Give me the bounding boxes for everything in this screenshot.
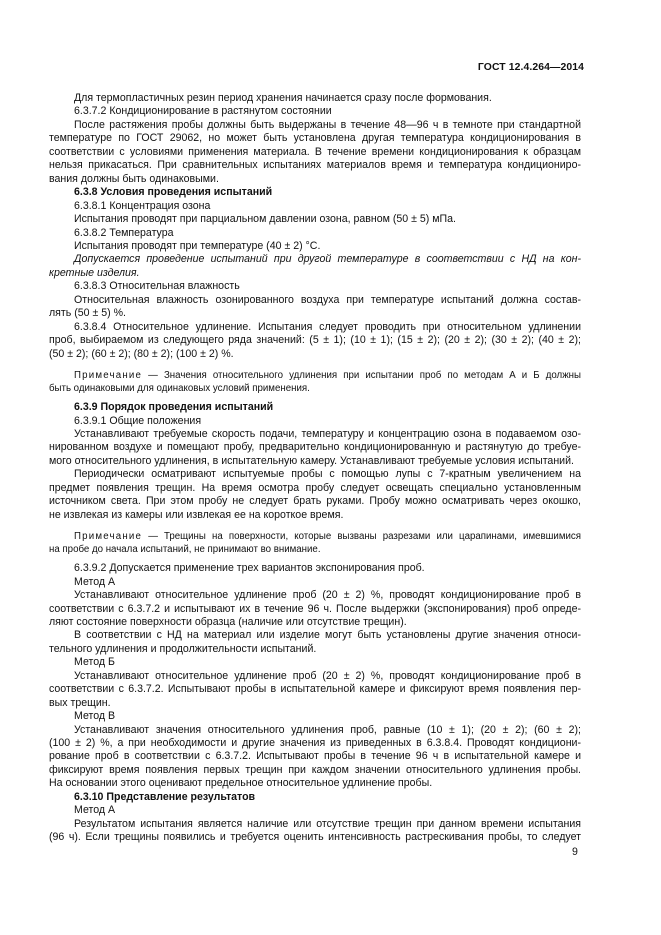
section-heading: 6.3.10 Представление результатов [74,790,256,803]
note-line: на пробе до начала испытаний, не принимают во внимание. [49,544,321,556]
text-line: На основании этого оценивают предельное относительное удлинение пробы. [49,777,433,790]
spacer [49,361,581,369]
text-line: нельзя прикасаться. При сравнительных испытаниях материалов время и температура кондициониро- [49,159,581,172]
method-heading: Метод В [74,710,116,723]
text-line: После растяжения пробы должны быть выдержаны в течение 48—96 ч в темноте при стандартной [74,118,581,131]
method-heading: Метод А [74,804,116,817]
section-heading: 6.3.8.3 Относительная влажность [74,280,240,293]
paragraph: Испытания проводят при парциальном давлении озона, равном (50 ± 5) мПа. [74,213,456,226]
text-line: фиксируют время появления первых трещин при каждом значении относительного удлинения пробы. [49,763,581,776]
text-line: В соответствии с НД на материал или изделие могут быть установлены другие значения относи- [74,629,581,642]
page-number: 9 [572,846,578,858]
text-line: вания должны быть одинаковыми. [49,172,219,185]
text-line: не извлекая из камеры или извлекая ее на короткое время. [49,508,344,521]
text-line: Устанавливают относительное удлинение проб (20 ± 2) %, проводят кондиционирование проб в [74,589,581,602]
text-line: ляют состояние поверхности образца (наличие или отсутствие трещин). [49,615,407,628]
text-line: температуре по ГОСТ 29062, но может быть установлена другая температура кондиционирования в [49,132,581,145]
method-heading: Метод Б [74,656,115,669]
section-heading: 6.3.8.2 Температура [74,226,174,239]
page-content [49,92,581,845]
text-line: тельного удлинения и продолжительности испытаний. [49,642,317,655]
standard-header: ГОСТ 12.4.264—2014 [477,62,584,73]
note-label: Примечание [74,531,143,543]
text-line: 6.3.8.4 Относительное удлинение. Испытания следует проводить при относительном удлинении [74,320,581,333]
text-line: Устанавливают относительное удлинение проб (20 ± 2) %, проводят кондиционирование проб в [74,669,581,682]
note-label: Примечание [74,370,143,382]
text-line: Устанавливают требуемые скорость подачи, температуру и концентрацию озона в подаваемом озо- [74,427,581,440]
text-line: (50 ± 2); (60 ± 2); (80 ± 2); (100 ± 2) %. [49,347,234,360]
text-line: (96 ч). Если трещины появились и требуется оценить интенсивность растрескивания пробы, то следует [49,831,581,844]
section-heading: 6.3.8.1 Концентрация озона [74,199,211,212]
spacer [49,522,581,530]
note-text: — Трещины на поверхности, которые вызваны разрезами или царапинами, имевшимися [142,531,581,543]
section-heading: 6.3.7.2 Кондиционирование в растянутом состоянии [74,105,332,118]
section-heading: 6.3.9 Порядок проведения испытаний [74,401,274,414]
section-heading: 6.3.8 Условия проведения испытаний [74,186,273,199]
text-line: мого относительного удлинения, в испытательную камеру. Устанавливают требуемые условия испытаний. [49,454,574,467]
text-line: соответствии с 6.3.7.2. Испытывают пробы в испытательной камере и фиксируют время появления пер- [49,683,581,696]
text-line: Устанавливают значения относительного удлинения проб, равные (10 ± 1); (20 ± 2); (60 ± 2); [74,723,581,736]
text-line: предмет появления трещин. На время осмотра пробу следует освещать специально установленным [49,481,581,494]
text-line: источником света. При этом пробу не следует брать руками. Пробу можно осматривать через окошко, [49,495,581,508]
paragraph: Для термопластичных резин период хранения начинается сразу после формования. [74,92,492,104]
text-line: соответствии с 6.3.7.2 и испытывают их в течение 96 ч. После выдержки (экспонирования) проб опреде- [49,602,581,615]
text-line: Допускается проведение испытаний при другой температуре в соответствии с НД на кон- [74,253,581,266]
note [49,530,581,543]
section-heading: 6.3.9.1 Общие положения [74,414,202,427]
text-line: кретные изделия. [49,266,140,279]
method-heading: Метод А [74,575,116,588]
paragraph: Испытания проводят при температуре (40 ± 2) °С. [74,239,321,252]
text-line: нированном воздухе и помещают пробу, предварительно кондиционированную и растянутую до требуе- [49,441,581,454]
text-line: рование проб в соответствии с 6.3.7.2. Испытывают пробы в течение 96 ч в испытательной камере и [49,750,581,763]
text-line: вых трещин. [49,696,111,709]
text-line: (100 ± 2) %, а при необходимости и другие значения из приведенных в 6.3.8.4. Проводят кондициони- [49,737,581,750]
text-line: Относительная влажность озонированного воздуха при температуре испытаний должна состав- [74,293,581,306]
text-line: проб, выбираемом из следующего ряда значений: (5 ± 1); (10 ± 1); (15 ± 2); (20 ± 2); (30 ± 2); (40 ± 2); [49,334,581,347]
note-text: — Значения относительного удлинения при испытании проб по методам А и Б должны [142,370,581,382]
note [49,369,581,382]
paragraph: 6.3.9.2 Допускается применение трех вариантов экспонирования проб. [74,562,425,575]
text-line: Периодически осматривают испытуемые пробы с помощью лупы с 7-кратным увеличением на [74,468,581,481]
text-line: Результатом испытания является наличие или отсутствие трещин при данном времени испытания [74,817,581,830]
note-line: быть одинаковыми для одинаковых условий применения. [49,383,310,395]
text-line: лять (50 ± 5) %. [49,307,126,320]
text-line: соответствии с условиями применения материала. В течение времени кондиционирования к образцам [49,145,581,158]
